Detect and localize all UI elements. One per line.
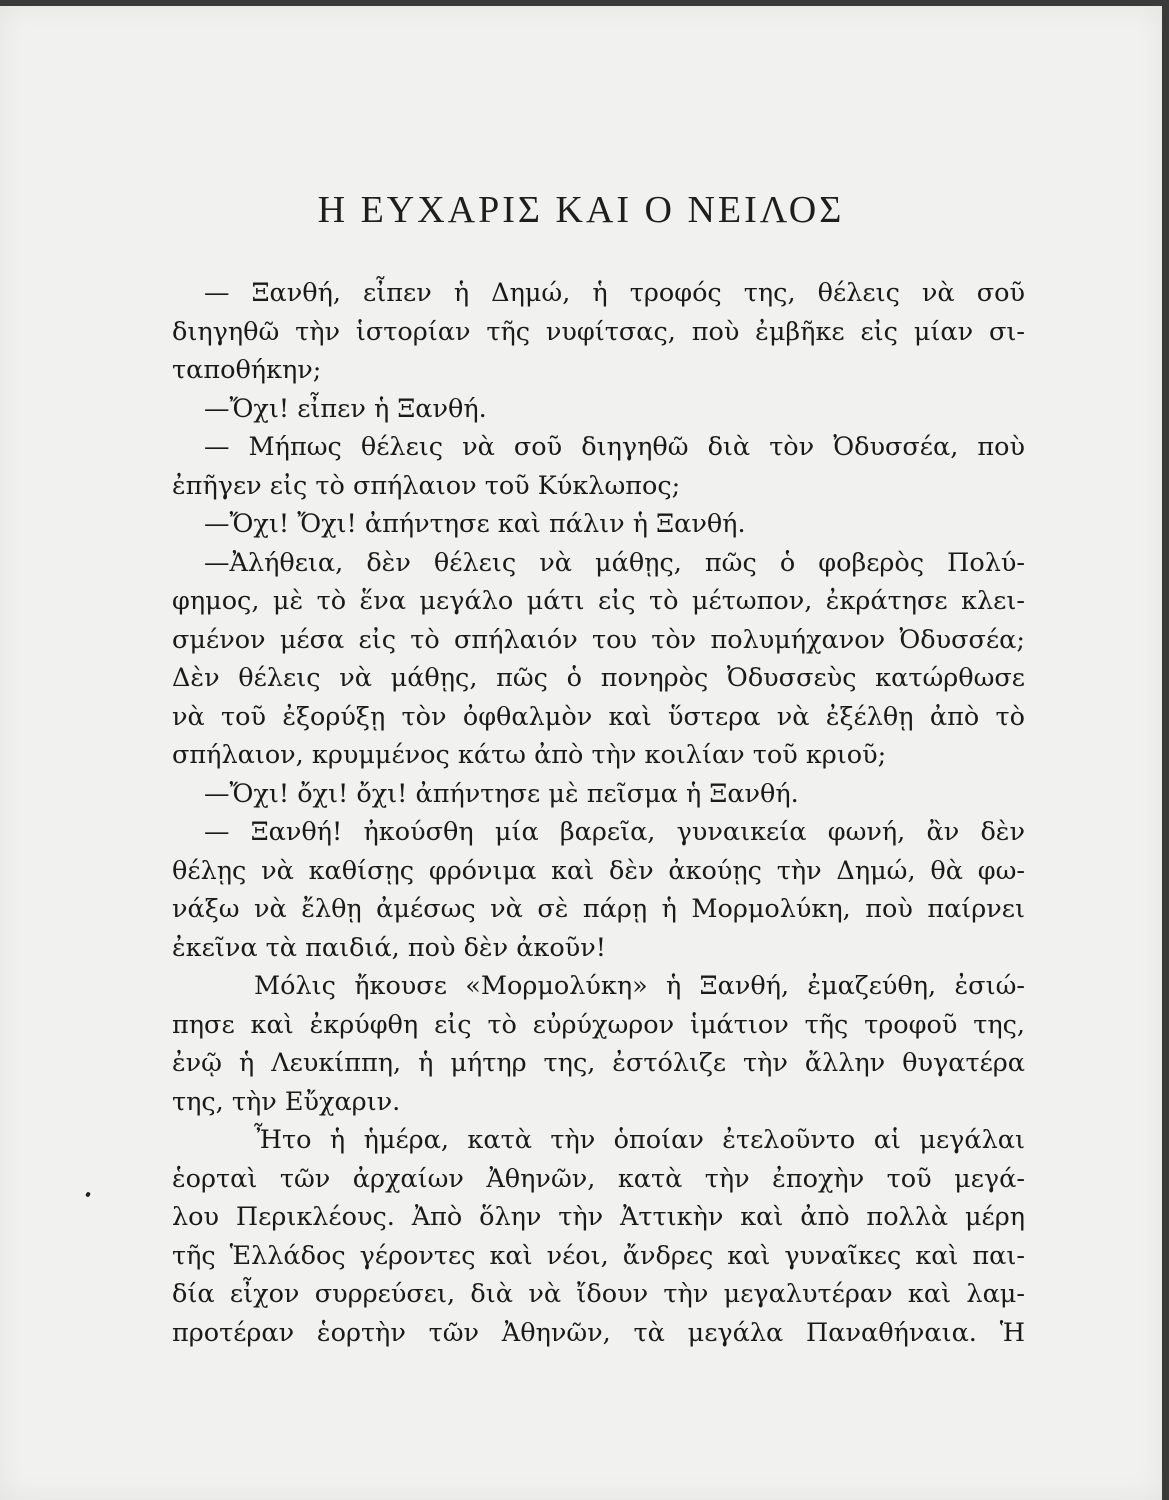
text-line: προτέραν ἑορτὴν τῶν Ἀθηνῶν, τὰ μεγάλα Παναθήναια. Ἡ (172, 1317, 1025, 1348)
chapter-title: Η ΕΥΧΑΡΙΣ ΚΑΙ Ο ΝΕΙΛΟΣ (317, 189, 845, 231)
text-line: Ἦτο ἡ ἡμέρα, κατὰ τὴν ὁποίαν ἐτελοῦντο αἱ μεγάλαι (254, 1125, 1025, 1155)
body-text (172, 274, 1025, 1352)
text-line: νάξω νὰ ἔλθῃ ἀμέσως νὰ σὲ πάρῃ ἡ Μορμολύκη, ποὺ παίρνει (172, 894, 1025, 924)
text-line: — Μήπως θέλεις νὰ σοῦ διηγηθῶ διὰ τὸν Ὀδυσσέα, ποὺ (204, 432, 1025, 462)
text-line: φημος, μὲ τὸ ἕνα μεγάλο μάτι εἰς τὸ μέτωπον, ἐκράτησε κλει- (172, 586, 1025, 616)
text-line: διηγηθῶ τὴν ἱστορίαν τῆς νυφίτσας, ποὺ ἐμβῆκε εἰς μίαν σι- (172, 316, 1025, 347)
text-line: — Ξανθή! ἠκούσθη μία βαρεῖα, γυναικεία φωνή, ἂν δὲν (204, 817, 1025, 847)
text-line: δία εἶχον συρρεύσει, διὰ νὰ ἴδουν τὴν μεγαλυτέραν καὶ λαμ- (172, 1279, 1025, 1309)
text-line: —Ἀλήθεια, δὲν θέλεις νὰ μάθῃς, πῶς ὁ φοβερὸς Πολύ- (204, 547, 1025, 578)
text-line: ταποθήκην; (172, 355, 322, 385)
text-line: ἑορταὶ τῶν ἀρχαίων Ἀθηνῶν, κατὰ τὴν ἐποχὴν τοῦ μεγά- (172, 1163, 1025, 1194)
text-line: νὰ τοῦ ἐξορύξῃ τὸν ὀφθαλμὸν καὶ ὕστερα νὰ ἐξέλθῃ ἀπὸ τὸ (172, 701, 1025, 732)
text-line: ἐκεῖνα τὰ παιδιά, ποὺ δὲν ἀκοῦν! (172, 932, 606, 963)
text-line: πησε καὶ ἐκρύφθη εἰς τὸ εὐρύχωρον ἱμάτιον τῆς τροφοῦ της, (172, 1009, 1025, 1040)
text-line: θέλῃς νὰ καθίσῃς φρόνιμα καὶ δὲν ἀκούῃς τὴν Δημώ, θὰ φω- (172, 855, 1025, 886)
text-line: —Ὄχι! Ὄχι! ἀπήντησε καὶ πάλιν ἡ Ξανθή. (204, 509, 746, 539)
text-line: Μόλις ἤκουσε «Μορμολύκη» ἡ Ξανθή, ἐμαζεύθη, ἐσιώ- (254, 971, 1025, 1001)
ink-speck (85, 1191, 91, 1197)
text-line: τῆς Ἑλλάδος γέροντες καὶ νέοι, ἄνδρες καὶ γυναῖκες καὶ παι- (172, 1240, 1025, 1271)
text-line: της, τὴν Εὔχαριν. (172, 1086, 401, 1117)
text-line: —Ὄχι! ὄχι! ὄχι! ἀπήντησε μὲ πεῖσμα ἡ Ξανθή. (204, 778, 799, 809)
text-line: —Ὄχι! εἶπεν ἡ Ξανθή. (204, 393, 487, 424)
text-line: σπήλαιον, κρυμμένος κάτω ἀπὸ τὴν κοιλίαν τοῦ κριοῦ; (172, 740, 887, 770)
text-line: ἐπῆγεν εἰς τὸ σπήλαιον τοῦ Κύκλωπος; (172, 470, 681, 501)
text-line: — Ξανθή, εἶπεν ἡ Δημώ, ἡ τροφός της, θέλεις νὰ σοῦ (204, 278, 1025, 308)
text-line: σμένον μέσα εἰς τὸ σπήλαιόν του τὸν πολυμήχανον Ὀδυσσέα; (172, 624, 1025, 655)
text-line: Δὲν θέλεις νὰ μάθῃς, πῶς ὁ πονηρὸς Ὀδυσσεὺς κατώρθωσε (172, 663, 1025, 693)
text-line: ἐνῷ ἡ Λευκίππη, ἡ μήτηρ της, ἐστόλιζε τὴν ἄλλην θυγατέρα (172, 1048, 1025, 1078)
book-page (0, 6, 1162, 1500)
text-line: λου Περικλέους. Ἀπὸ ὅλην τὴν Ἀττικὴν καὶ ἀπὸ πολλὰ μέρη (172, 1202, 1025, 1232)
